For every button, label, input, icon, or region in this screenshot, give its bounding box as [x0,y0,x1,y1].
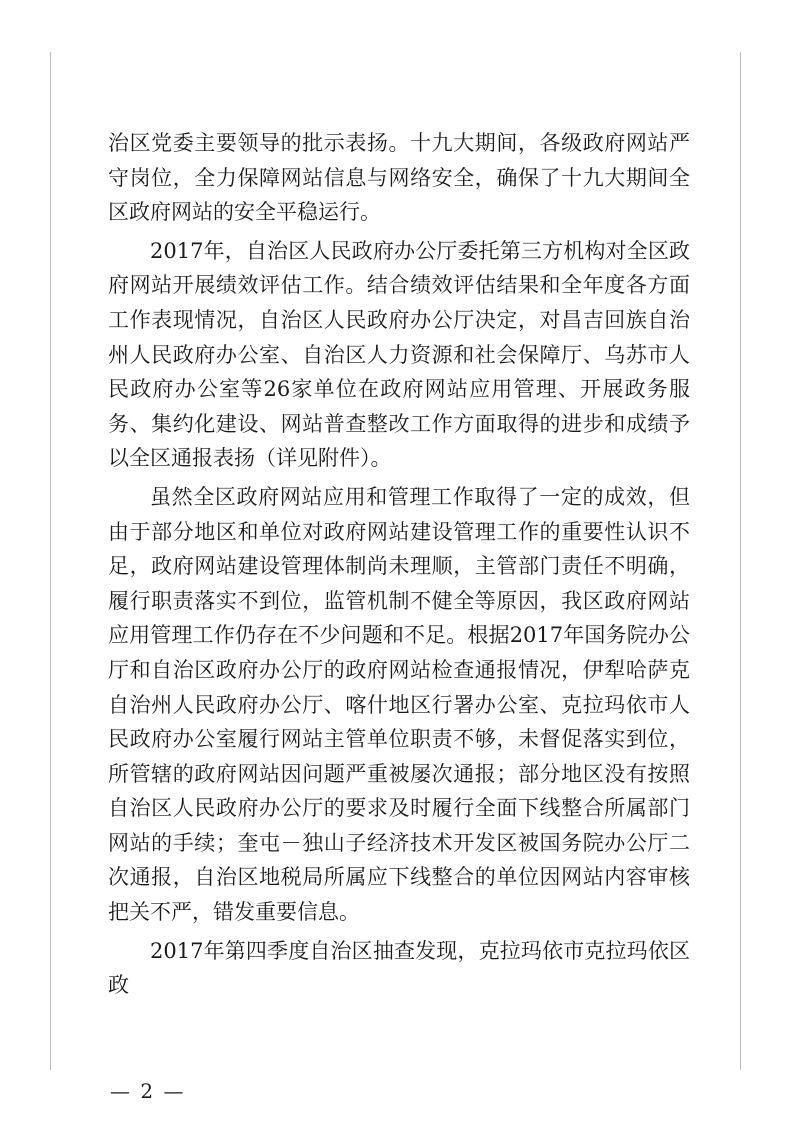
body-paragraph-2: 2017年，自治区人民政府办公厅委托第三方机构对全区政府网站开展绩效评估工作。结合绩效评估结果和全年度各方面工作表现情况，自治区人民政府办公厅决定，对昌吉回族自治州人民政府办公室、自治区人力资源和社会保障厅、乌苏市人民政府办公室等26家单位在政府网站应用管理、开展政务服务、集约化建设、网站普查整改工作方面取得的进步和成绩予以全区通报表扬（详见附件）。 [108,238,690,471]
page-number: — 2 — [110,1079,186,1103]
page-left-border-line [50,52,51,1070]
body-paragraph-4: 2017年第四季度自治区抽查发现，克拉玛依市克拉玛依区政 [108,938,690,998]
body-paragraph-3: 虽然全区政府网站应用和管理工作取得了一定的成效，但由于部分地区和单位对政府网站建设管理工作的重要性认识不足，政府网站建设管理体制尚未理顺，主管部门责任不明确，履行职责落实不到位，监管机制不健全等原因，我区政府网站应用管理工作仍存在不少问题和不足。根据2017年国务院办公厅和自治区政府办公厅的政府网站检查通报情况，伊犁哈萨克自治州人民政府办公厅、喀什地区行署办公室、克拉玛依市人民政府办公室履行网站主管单位职责不够，未督促落实到位，所管辖的政府网站因问题严重被屡次通报；部分地区没有按照自治区人民政府办公厅的要求及时履行全面下线整合所属部门网站的手续；奎屯－独山子经济技术开发区被国务院办公厅二次通报，自治区地税局所属应下线整合的单位因网站内容审核把关不严，错发重要信息。 [108,484,690,925]
document-body [108,126,690,1007]
page-right-border-line [740,52,741,1070]
body-paragraph-1: 治区党委主要领导的批示表扬。十九大期间，各级政府网站严守岗位，全力保障网站信息与网络安全，确保了十九大期间全区政府网站的安全平稳运行。 [108,131,690,225]
